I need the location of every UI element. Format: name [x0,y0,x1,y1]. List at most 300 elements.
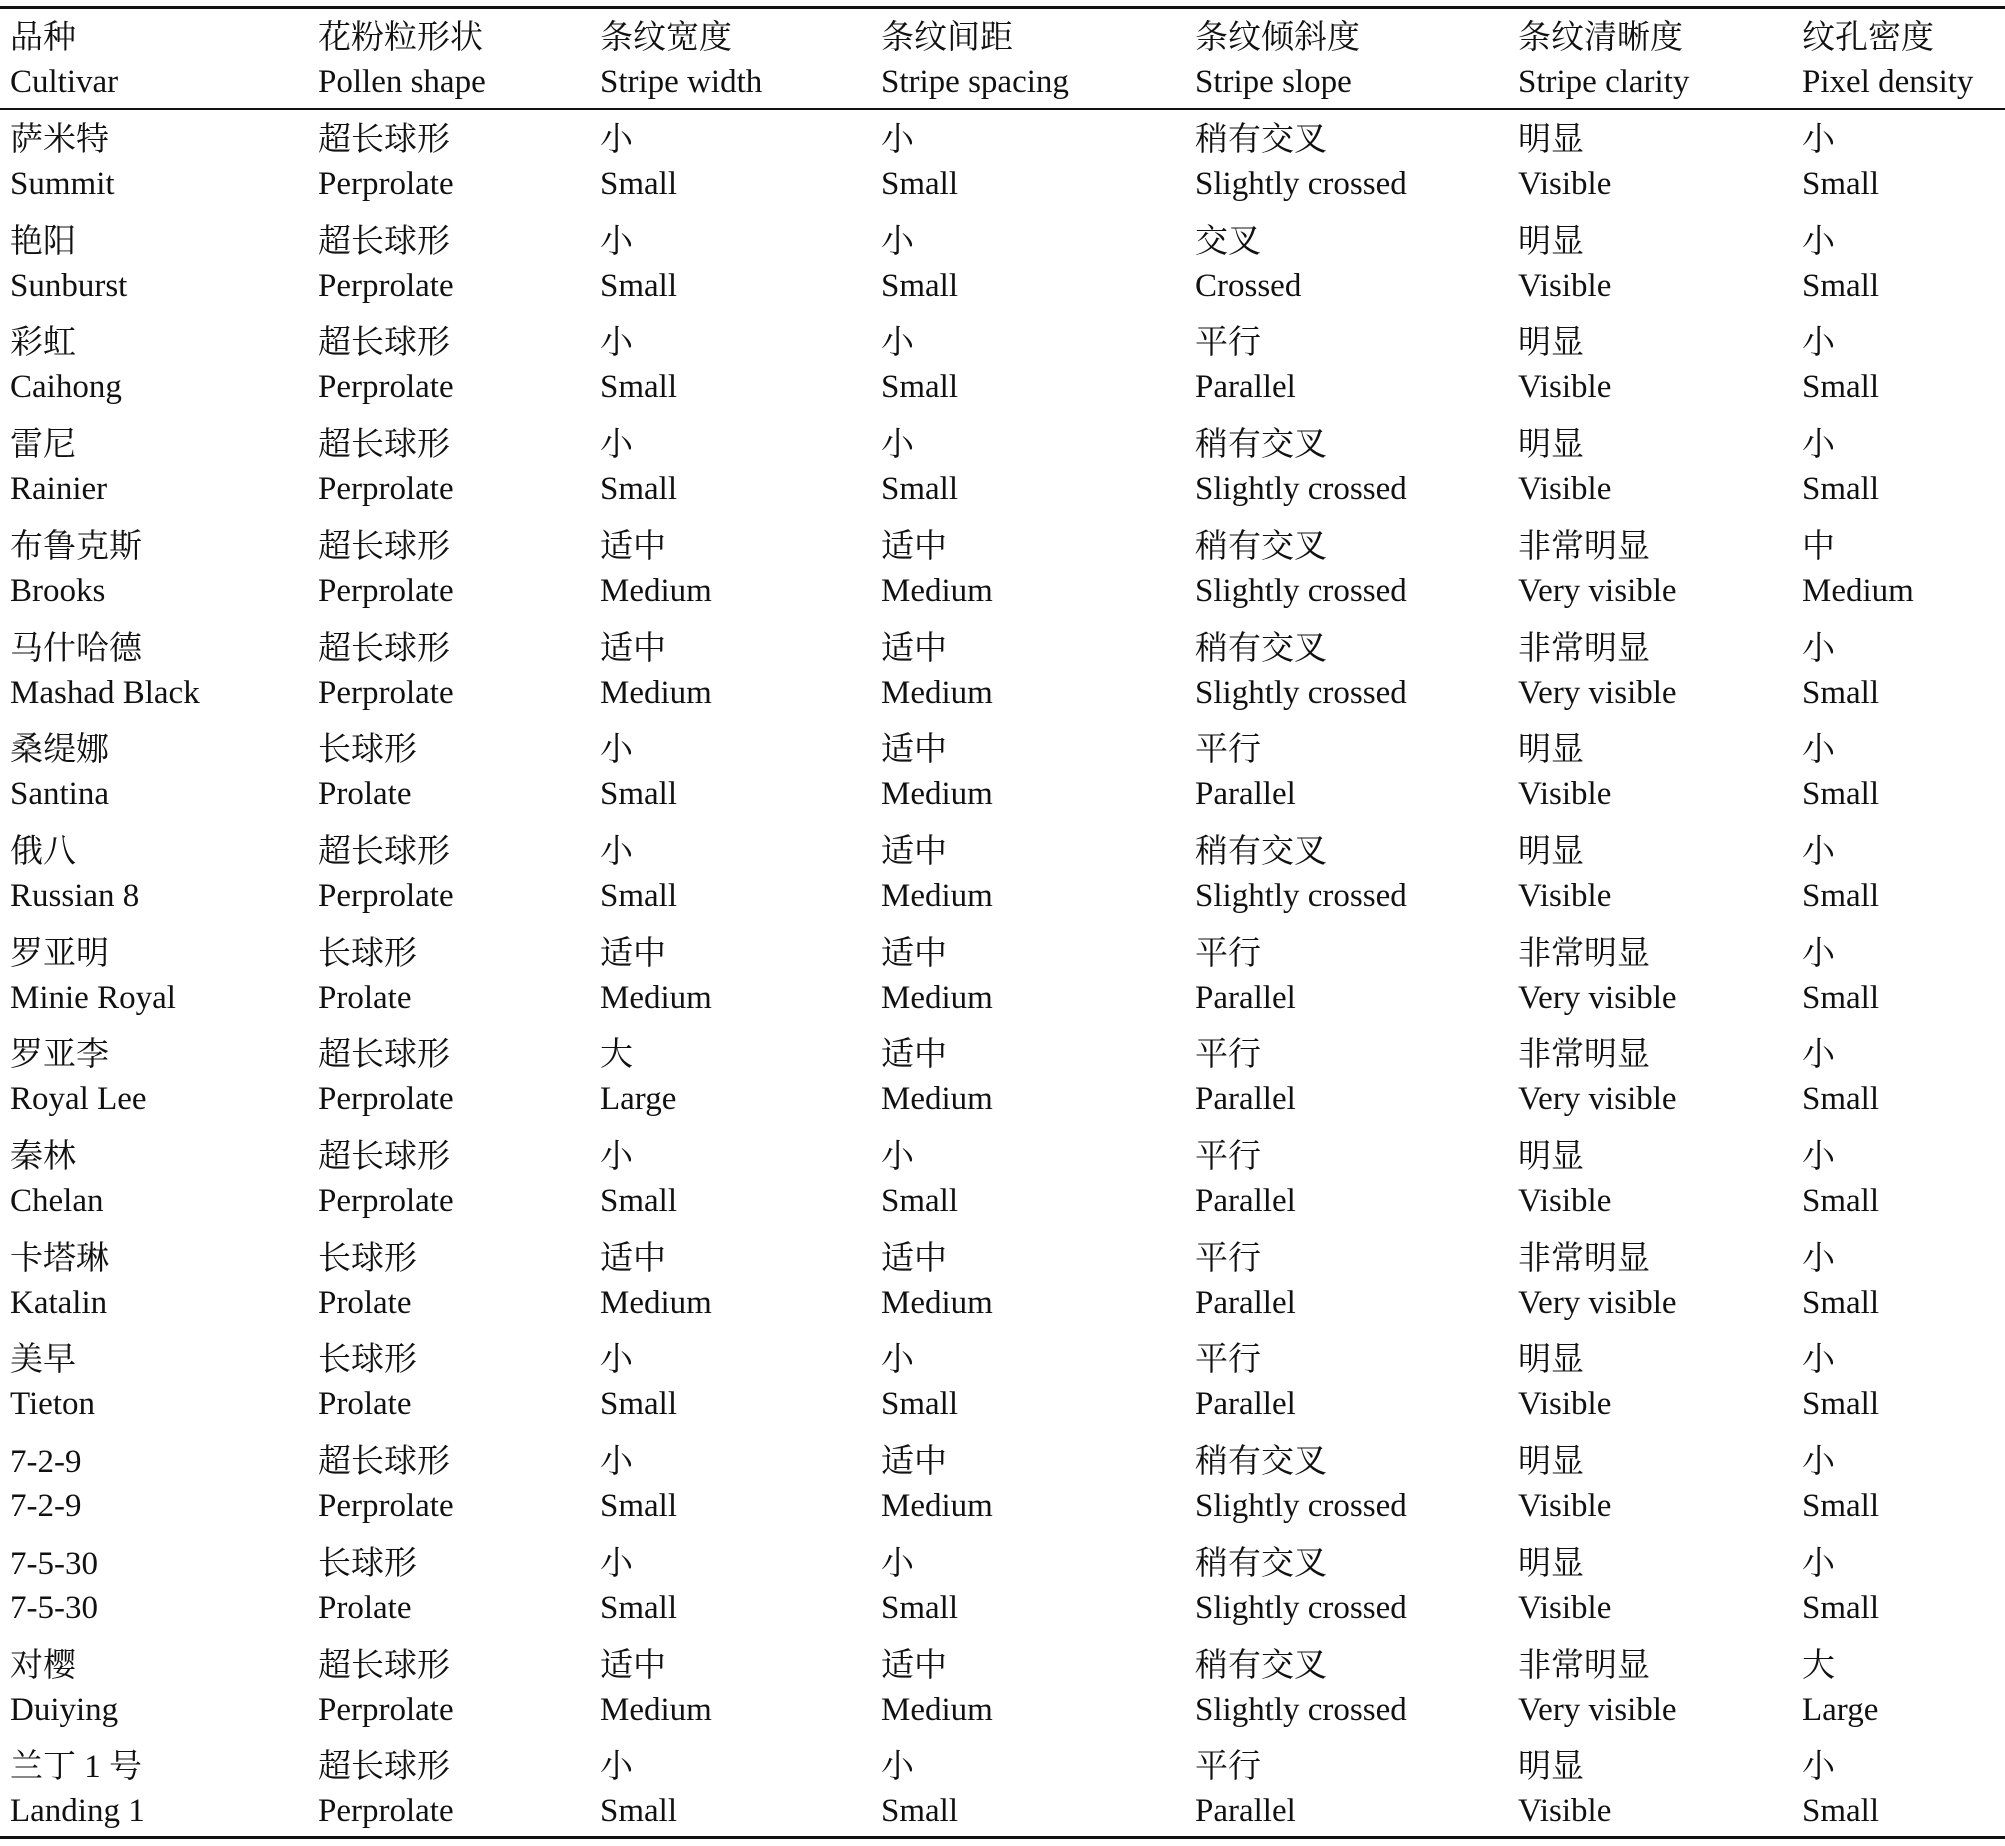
table-row [0,1135,2005,1225]
cell-zh: 萨米特 [10,122,109,158]
cell-en: Perprolate [318,573,454,609]
cell-zh: 适中 [881,529,947,565]
table-row [0,525,2005,615]
cell-en: Small [1802,369,1880,405]
cell-stripe-clarity [1518,1542,1611,1630]
cell-en: Perprolate [318,1488,454,1524]
cell-zh: 适中 [881,631,947,667]
cell-stripe-width [600,525,712,613]
cell-en: Mashad Black [10,675,200,711]
cell-zh: 平行 [1195,1342,1261,1378]
cell-cultivar [10,1237,109,1325]
cell-zh: 适中 [600,1648,666,1684]
cell-zh: 适中 [600,631,666,667]
cell-cultivar [10,1542,98,1630]
header-row [0,16,2005,106]
cell-en: Medium [1802,573,1914,609]
cell-en: Very visible [1518,1081,1677,1117]
cell-pollen-shape [318,525,454,613]
cell-en: Perprolate [318,1183,454,1219]
cell-stripe-slope [1195,1135,1296,1223]
cell-stripe-width [600,1135,677,1223]
cell-pollen-shape [318,1440,454,1528]
cell-en: Small [600,1386,678,1422]
cell-en: Prolate [318,1386,412,1422]
cell-cultivar [10,1745,145,1833]
cell-cultivar [10,118,115,206]
cell-en: Very visible [1518,675,1677,711]
cell-zh: 小 [1802,1342,1835,1378]
cell-stripe-spacing [881,728,993,816]
header-en: Pollen shape [318,64,486,100]
table-row [0,1237,2005,1327]
cell-zh: 小 [881,122,914,158]
cell-stripe-spacing [881,220,958,308]
cell-en: Small [1802,166,1880,202]
cell-en: Small [1802,675,1880,711]
cell-zh: 平行 [1195,936,1261,972]
cell-zh: 适中 [881,1241,947,1277]
cell-en: Parallel [1195,980,1296,1016]
cell-zh: 适中 [881,1648,947,1684]
cell-cultivar [10,830,139,918]
cell-pixel-density [1802,728,1879,816]
cell-zh: 超长球形 [318,631,450,667]
cell-zh: 小 [600,732,633,768]
cell-en: Very visible [1518,980,1677,1016]
table-row [0,728,2005,818]
cell-en: Santina [10,776,109,812]
cell-en: Small [1802,1386,1880,1422]
cell-pixel-density [1802,423,1879,511]
cell-zh: 中 [1802,529,1835,565]
cell-en: Small [881,1793,959,1829]
table-row [0,321,2005,411]
table-row [0,627,2005,717]
cell-en: Parallel [1195,1285,1296,1321]
cell-en: Medium [600,1285,712,1321]
cell-en: Slightly crossed [1195,1590,1407,1626]
header-en: Pixel density [1802,64,1974,100]
cell-stripe-spacing [881,1033,993,1121]
cell-en: Sunburst [10,268,128,304]
cell-zh: 对樱 [10,1648,76,1684]
cell-pollen-shape [318,1542,417,1630]
cell-zh: 稍有交叉 [1195,122,1327,158]
cell-pollen-shape [318,1745,454,1833]
cell-stripe-width [600,932,712,1020]
cell-zh: 平行 [1195,1139,1261,1175]
cell-cultivar [10,525,142,613]
cell-zh: 小 [600,122,633,158]
cell-zh: 小 [600,1342,633,1378]
cell-zh: 小 [1802,427,1835,463]
cell-stripe-clarity [1518,1033,1677,1121]
cell-en: Medium [881,675,993,711]
table-row [0,423,2005,513]
cell-en: Perprolate [318,268,454,304]
cell-stripe-spacing [881,1542,958,1630]
cell-cultivar [10,1135,103,1223]
header-zh: 花粉粒形状 [318,20,483,56]
cell-en: Small [600,1793,678,1829]
table-row [0,1745,2005,1835]
cell-zh: 兰丁 1 号 [10,1749,142,1785]
cell-en: Large [1802,1692,1879,1728]
cell-pixel-density [1802,321,1879,409]
cell-stripe-width [600,830,677,918]
cell-pixel-density [1802,1644,1878,1732]
cell-zh: 稍有交叉 [1195,834,1327,870]
cell-zh: 适中 [600,936,666,972]
cell-zh: 明显 [1518,325,1584,361]
cell-en: Summit [10,166,115,202]
table-row [0,1440,2005,1530]
cell-en: Small [881,471,959,507]
cell-en: Small [600,1183,678,1219]
cell-pollen-shape [318,423,454,511]
cell-zh: 适中 [881,834,947,870]
cell-en: 7-2-9 [10,1488,82,1524]
cell-en: Small [1802,776,1880,812]
header-en: Stripe spacing [881,64,1069,100]
header-cell-stripe-clarity [1518,16,1689,104]
cell-zh: 稍有交叉 [1195,1546,1327,1582]
cell-zh: 小 [600,427,633,463]
cell-en: Chelan [10,1183,104,1219]
cell-en: Brooks [10,573,106,609]
cell-cultivar [10,1338,95,1426]
cell-zh: 适中 [881,732,947,768]
cell-pixel-density [1802,830,1879,918]
cell-stripe-slope [1195,1237,1296,1325]
cell-pixel-density [1802,1542,1879,1630]
table-row [0,1644,2005,1734]
cell-zh: 小 [881,427,914,463]
cell-zh: 小 [1802,1749,1835,1785]
cell-pixel-density [1802,1745,1879,1833]
cell-en: Landing 1 [10,1793,145,1829]
cell-cultivar [10,728,109,816]
cell-en: Parallel [1195,776,1296,812]
cell-zh: 小 [881,1139,914,1175]
cell-en: Tieton [10,1386,95,1422]
cell-en: Medium [881,1285,993,1321]
cell-en: Small [881,1183,959,1219]
cell-zh: 明显 [1518,427,1584,463]
cell-zh: 适中 [881,936,947,972]
cell-cultivar [10,1440,81,1528]
cell-zh: 美早 [10,1342,76,1378]
cell-zh: 超长球形 [318,1749,450,1785]
cell-zh: 罗亚李 [10,1037,109,1073]
cell-zh: 非常明显 [1518,936,1650,972]
cell-en: Small [1802,980,1880,1016]
top-rule [0,6,2005,9]
cell-en: Small [1802,1285,1880,1321]
cell-cultivar [10,321,122,409]
cell-stripe-width [600,1440,677,1528]
cell-zh: 稍有交叉 [1195,631,1327,667]
cell-en: Small [600,776,678,812]
cell-en: Visible [1518,268,1612,304]
cell-zh: 超长球形 [318,427,450,463]
cell-pixel-density [1802,118,1879,206]
cell-en: Small [1802,1793,1880,1829]
cell-stripe-slope [1195,1338,1296,1426]
cell-zh: 明显 [1518,1749,1584,1785]
cell-en: Very visible [1518,1285,1677,1321]
cell-en: Russian 8 [10,878,140,914]
cell-stripe-clarity [1518,1338,1611,1426]
cell-en: Duiying [10,1692,119,1728]
header-zh: 条纹清晰度 [1518,20,1683,56]
cell-stripe-spacing [881,932,993,1020]
cell-en: Medium [881,1488,993,1524]
cell-zh: 非常明显 [1518,529,1650,565]
cell-pixel-density [1802,627,1879,715]
cell-en: Rainier [10,471,108,507]
cell-zh: 平行 [1195,1241,1261,1277]
cell-pollen-shape [318,830,454,918]
cell-en: Perprolate [318,471,454,507]
table-row [0,830,2005,920]
cell-stripe-clarity [1518,627,1677,715]
cell-pixel-density [1802,1440,1879,1528]
cell-zh: 长球形 [318,936,417,972]
cell-en: Katalin [10,1285,108,1321]
header-zh: 条纹倾斜度 [1195,20,1360,56]
cell-stripe-clarity [1518,423,1611,511]
cell-stripe-spacing [881,118,958,206]
cell-stripe-spacing [881,1338,958,1426]
cell-en: Slightly crossed [1195,166,1407,202]
cell-stripe-slope [1195,321,1296,409]
cell-en: Small [1802,471,1880,507]
cell-zh: 平行 [1195,732,1261,768]
cell-en: Small [881,268,959,304]
cell-stripe-clarity [1518,118,1611,206]
cell-zh: 适中 [881,1037,947,1073]
cell-pollen-shape [318,1237,417,1325]
cell-zh: 俄八 [10,834,76,870]
cell-zh: 小 [1802,732,1835,768]
cell-zh: 长球形 [318,1546,417,1582]
cell-en: Small [881,369,959,405]
cell-zh: 明显 [1518,224,1584,260]
cell-en: Slightly crossed [1195,573,1407,609]
table-row [0,1033,2005,1123]
cell-zh: 彩虹 [10,325,76,361]
cell-zh: 交叉 [1195,224,1261,260]
cell-stripe-slope [1195,830,1407,918]
cell-zh: 雷尼 [10,427,76,463]
cell-en: Medium [600,675,712,711]
cell-pollen-shape [318,220,454,308]
header-cell-stripe-width [600,16,762,104]
cell-pixel-density [1802,1237,1879,1325]
cell-stripe-clarity [1518,1745,1611,1833]
cell-stripe-spacing [881,1745,958,1833]
cell-stripe-spacing [881,321,958,409]
cell-zh: 超长球形 [318,1139,450,1175]
cell-stripe-clarity [1518,525,1677,613]
cell-zh: 明显 [1518,1546,1584,1582]
cell-stripe-width [600,423,677,511]
header-en: Stripe clarity [1518,64,1690,100]
cell-zh: 卡塔琳 [10,1241,109,1277]
cell-en: Small [1802,1081,1880,1117]
cell-zh: 明显 [1518,1444,1584,1480]
cell-pixel-density [1802,1135,1879,1223]
header-en: Stripe width [600,64,763,100]
cell-en: Small [600,1488,678,1524]
cell-stripe-width [600,1745,677,1833]
cell-zh: 稍有交叉 [1195,1648,1327,1684]
cell-stripe-clarity [1518,321,1611,409]
cell-stripe-clarity [1518,1135,1611,1223]
cell-en: Medium [881,573,993,609]
cell-en: Very visible [1518,1692,1677,1728]
cell-en: Medium [881,878,993,914]
cell-zh: 小 [1802,224,1835,260]
cell-zh: 适中 [881,1444,947,1480]
cell-en: Slightly crossed [1195,1488,1407,1524]
cell-zh: 小 [1802,936,1835,972]
cell-stripe-width [600,1237,712,1325]
cell-zh: 小 [881,224,914,260]
cell-en: Perprolate [318,1081,454,1117]
cell-zh: 长球形 [318,732,417,768]
cell-zh: 小 [1802,1444,1835,1480]
cell-zh: 小 [1802,1037,1835,1073]
cell-stripe-clarity [1518,830,1611,918]
table-row [0,220,2005,310]
cell-en: Slightly crossed [1195,1692,1407,1728]
cell-en: Slightly crossed [1195,878,1407,914]
cell-en: Medium [881,980,993,1016]
cell-zh: 平行 [1195,1037,1261,1073]
cell-zh: 明显 [1518,1342,1584,1378]
cell-pollen-shape [318,118,454,206]
cell-en: Small [600,471,678,507]
cell-zh: 秦林 [10,1139,76,1175]
cell-en: Perprolate [318,878,454,914]
cell-stripe-slope [1195,118,1407,206]
header-cell-cultivar [10,16,118,104]
cell-en: Prolate [318,776,412,812]
cell-en: Royal Lee [10,1081,147,1117]
cell-pixel-density [1802,220,1879,308]
header-zh: 条纹间距 [881,20,1013,56]
cell-pollen-shape [318,1644,454,1732]
cell-zh: 小 [1802,631,1835,667]
cell-zh: 长球形 [318,1241,417,1277]
cell-stripe-width [600,118,677,206]
cell-en: Caihong [10,369,122,405]
cell-en: Small [881,1386,959,1422]
cell-en: Perprolate [318,675,454,711]
header-zh: 纹孔密度 [1802,20,1934,56]
cell-stripe-slope [1195,1440,1407,1528]
cell-en: Visible [1518,369,1612,405]
cell-en: Small [600,1590,678,1626]
cell-stripe-width [600,627,712,715]
cell-pixel-density [1802,932,1879,1020]
cell-zh: 非常明显 [1518,1648,1650,1684]
cell-pollen-shape [318,1135,454,1223]
cell-stripe-slope [1195,728,1296,816]
cell-en: Perprolate [318,1793,454,1829]
cell-stripe-slope [1195,423,1407,511]
cell-en: Slightly crossed [1195,471,1407,507]
cell-stripe-slope [1195,1542,1407,1630]
header-rule [0,108,2005,110]
cell-en: Small [600,369,678,405]
cell-stripe-slope [1195,932,1296,1020]
cell-zh: 大 [1802,1648,1835,1684]
cell-pollen-shape [318,1033,454,1121]
cell-stripe-spacing [881,1644,993,1732]
cell-pixel-density [1802,525,1914,613]
cell-zh: 小 [600,325,633,361]
cell-en: Parallel [1195,1081,1296,1117]
cell-en: Perprolate [318,369,454,405]
cell-zh: 明显 [1518,834,1584,870]
cell-en: Small [1802,1590,1880,1626]
cell-zh: 小 [881,1546,914,1582]
cell-cultivar [10,1033,147,1121]
cell-stripe-clarity [1518,220,1611,308]
cell-zh: 小 [600,1546,633,1582]
cell-stripe-spacing [881,1237,993,1325]
header-cell-pollen-shape [318,16,486,104]
cell-zh: 平行 [1195,1749,1261,1785]
cell-en: Visible [1518,1488,1612,1524]
cell-zh: 大 [600,1037,633,1073]
cell-en: Prolate [318,1285,412,1321]
cell-zh: 超长球形 [318,122,450,158]
cell-zh: 稍有交叉 [1195,427,1327,463]
cell-pollen-shape [318,932,417,1020]
cell-zh: 小 [600,1139,633,1175]
cell-en: Minie Royal [10,980,176,1016]
cell-en: Large [600,1081,677,1117]
cell-en: Small [881,1590,959,1626]
header-en: Stripe slope [1195,64,1352,100]
cell-stripe-clarity [1518,1237,1677,1325]
cell-stripe-width [600,220,677,308]
cell-zh: 适中 [600,1241,666,1277]
cell-en: Small [881,166,959,202]
cell-zh: 超长球形 [318,834,450,870]
cell-en: Small [600,166,678,202]
cell-zh: 长球形 [318,1342,417,1378]
cell-cultivar [10,423,107,511]
cell-en: Perprolate [318,166,454,202]
cell-en: Visible [1518,1590,1612,1626]
cell-stripe-spacing [881,830,993,918]
cell-en: Medium [600,980,712,1016]
table-row [0,118,2005,208]
cell-en: Visible [1518,1183,1612,1219]
cell-en: Small [1802,878,1880,914]
cell-stripe-clarity [1518,1644,1677,1732]
cell-en: Prolate [318,1590,412,1626]
cell-en: Medium [600,1692,712,1728]
cell-stripe-slope [1195,1745,1296,1833]
cell-zh: 小 [600,1749,633,1785]
